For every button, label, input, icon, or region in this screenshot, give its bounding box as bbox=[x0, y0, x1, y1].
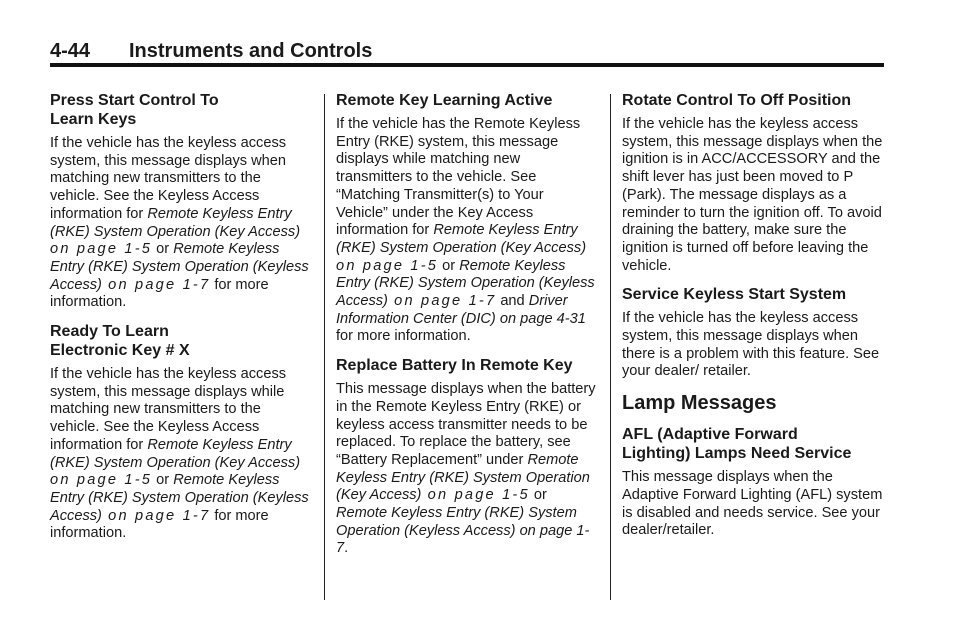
heading-replace-battery: Replace Battery In Remote Key bbox=[336, 357, 573, 375]
cross-reference-link[interactable]: Remote Keyless Entry (RKE) System Operation (Keyless Access) on page 1-7 bbox=[336, 257, 595, 310]
column-divider-2 bbox=[610, 94, 611, 600]
page-number: 4-44 bbox=[50, 40, 91, 62]
cross-reference-link[interactable]: Remote Keyless Entry (RKE) System Operation (Keyless Access) on page 1-7 bbox=[336, 505, 590, 557]
cross-reference-link[interactable]: Remote Keyless Entry (RKE) System Operation (Key Access) on page 1-5 bbox=[336, 451, 590, 504]
cross-reference-link[interactable]: Remote Keyless Entry (RKE) System Operation (Key Access) on page 1-5 bbox=[336, 222, 587, 274]
cross-reference-link[interactable]: Driver Information Center (DIC) on page 4-31 bbox=[336, 293, 586, 327]
paragraph-afl-lamps: This message displays when the Adaptive Forward Lighting (AFL) system is disabled and needs service. See your dealer/retailer. bbox=[622, 469, 883, 539]
column-divider-1 bbox=[324, 94, 325, 600]
paragraph-rotate-control: If the vehicle has the keyless access system, this message displays when the ignition is in ACC/ACCESSORY and the shift lever has just been moved to P (Park). The message displays as a reminder to turn the ignition off. To avoid draining the battery, make sure the ignition is turned off before leaving the vehicle. bbox=[622, 116, 883, 274]
section-title: Instruments and Controls bbox=[129, 40, 373, 62]
paragraph-remote-key-learning: If the vehicle has the Remote Keyless Entry (RKE) system, this message displays while matching new transmitters to the vehicle. See “Matching Transmitter(s) to Your Vehicle” under the Key Access information for Remote Keyless Entry (RKE) System Operation (Key Access) on page 1-5 or Remote Keyless Entry (RKE) System Operation (Keyless Access) on page 1-7 and Driver Information Center (DIC) on page 4-31 for more information. bbox=[336, 116, 595, 345]
paragraph-service-keyless: If the vehicle has the keyless access system, this message displays when there is a problem with this feature. See your dealer/ retailer. bbox=[622, 310, 880, 380]
heading-ready-to-learn: Ready To Learn Electronic Key # X bbox=[50, 323, 190, 360]
heading-lamp-messages: Lamp Messages bbox=[622, 392, 777, 415]
heading-press-start-control: Press Start Control To Learn Keys bbox=[50, 92, 219, 128]
heading-service-keyless: Service Keyless Start System bbox=[622, 286, 847, 304]
heading-rotate-control: Rotate Control To Off Position bbox=[622, 92, 852, 109]
paragraph-press-start-control: If the vehicle has the keyless access system, this message displays when matching new transmitters to the vehicle. See the Keyless Access information for Remote Keyless Entry (RKE) System Operation (Key Access) on page 1-5 or Remote Keyless Entry (RKE) System Operation (Keyless Access) on page 1-7 for more information. bbox=[50, 135, 309, 311]
column-2 bbox=[336, 91, 598, 568]
header-rule bbox=[50, 63, 884, 67]
column-3 bbox=[622, 91, 884, 550]
cross-reference-link[interactable]: Remote Keyless Entry (RKE) System Operation (Key Access) on page 1-5 bbox=[50, 436, 301, 489]
heading-remote-key-learning: Remote Key Learning Active bbox=[336, 92, 553, 109]
paragraph-ready-to-learn: If the vehicle has the keyless access system, this message displays while matching new transmitters to the vehicle. See the Keyless Access information for Remote Keyless Entry (RKE) System Operation (Key Access) on page 1-5 or Remote Keyless Entry (RKE) System Operation (Keyless Access) on page 1-7 for more information. bbox=[50, 366, 309, 542]
cross-reference-link[interactable]: Remote Keyless Entry (RKE) System Operation (Key Access) on page 1-5 bbox=[50, 205, 301, 258]
column-1 bbox=[50, 91, 312, 553]
heading-afl-lamps: AFL (Adaptive Forward Lighting) Lamps Need Service bbox=[622, 426, 852, 463]
cross-reference-link[interactable]: Remote Keyless Entry (RKE) System Operation (Keyless Access) on page 1-7 bbox=[50, 472, 309, 524]
paragraph-replace-battery: This message displays when the battery in the Remote Keyless Entry (RKE) or keyless access transmitter needs to be replaced. To replace the battery, see “Battery Replacement” under Remote Keyless Entry (RKE) System Operation (Key Access) on page 1-5 or Remote Keyless Entry (RKE) System Operation (Keyless Access) on page 1-7. bbox=[336, 381, 596, 557]
page-header bbox=[50, 38, 884, 65]
cross-reference-link[interactable]: Remote Keyless Entry (RKE) System Operation (Keyless Access) on page 1-7 bbox=[50, 241, 309, 293]
